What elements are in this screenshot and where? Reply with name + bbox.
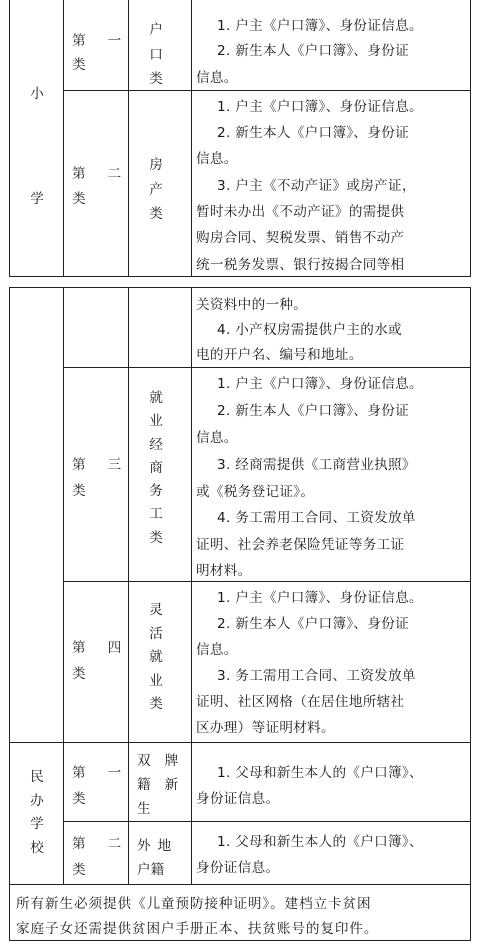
requirement-line: 证明、社会养老保险凭证等务工证 [196, 537, 405, 553]
school-label-private: 民 办 学 校 [30, 769, 44, 856]
requirement-line: 4. 务工需用工合同、工资发放单 [217, 510, 416, 526]
requirement-line: 购房合同、契税发票、销售不动产 [196, 230, 405, 246]
requirement-line: 信息。 [196, 151, 238, 167]
requirement-line: 电的开户名、编号和地址。 [196, 347, 363, 363]
class-name: 第 二 [72, 166, 122, 182]
requirement-line: 身份证信息。 [196, 791, 280, 807]
requirement-line: 2. 新生本人《户口簿》、身份证 [217, 43, 410, 59]
document-type: 灵 活 就 业 类 [149, 602, 163, 712]
requirement-line: 1. 父母和新生本人的《户口簿》、 [217, 834, 423, 850]
requirement-line: 1. 父母和新生本人的《户口簿》、 [217, 765, 423, 781]
class-name: 第 二 [72, 836, 122, 852]
requirement-line: 1. 户主《户口簿》、身份证信息。 [217, 18, 423, 34]
requirement-line: 信息。 [196, 70, 238, 86]
document-type: 房 产 类 [149, 157, 163, 222]
requirement-line: 2. 新生本人《户口簿》、身份证 [217, 403, 410, 419]
document-type: 双 牌 籍 新 生 [137, 753, 179, 817]
requirement-line: 关资料中的一种。 [196, 297, 308, 313]
requirement-line: 2. 新生本人《户口簿》、身份证 [217, 616, 410, 632]
footer-line: 所有新生必须提供《儿童预防接种证明》。建档立卡贫困 [16, 896, 372, 912]
requirement-line: 4. 小产权房需提供户主的水或 [217, 322, 402, 338]
requirement-line: 暂时未办出《不动产证》的需提供 [196, 204, 405, 220]
class-name: 第 一 [72, 33, 122, 49]
footer-line: 家庭子女还需提供贫困户手册正本、扶贫账号的复印件。 [16, 921, 379, 937]
class-name: 第 一 [72, 765, 122, 781]
requirement-line: 1. 户主《户口簿》、身份证信息。 [217, 376, 423, 392]
requirement-line: 身份证信息。 [196, 860, 280, 876]
requirement-line: 3. 户主《不动产证》或房产证， [217, 178, 416, 194]
document-type: 就 业 经 商 务 工 类 [149, 390, 163, 546]
requirement-line: 统一税务发票、银行按揭合同等相 [196, 257, 405, 273]
requirement-line: 1. 户主《户口簿》、身份证信息。 [217, 99, 423, 115]
requirement-line: 2. 新生本人《户口簿》、身份证 [217, 125, 410, 141]
requirement-line: 或《税务登记证》。 [196, 484, 315, 500]
requirement-line: 3. 务工需用工合同、工资发放单 [217, 668, 416, 684]
requirement-line: 1. 户主《户口簿》、身份证信息。 [217, 590, 423, 606]
requirement-line: 信息。 [196, 430, 238, 446]
requirement-line: 信息。 [196, 642, 238, 658]
document-type: 户 口 类 [149, 22, 163, 87]
requirement-line: 证明、社区网格（在居住地所辖社 [196, 694, 405, 710]
requirement-line: 明材料。 [196, 563, 252, 579]
requirement-line: 区办理）等证明材料。 [196, 720, 335, 736]
requirement-line: 3. 经商需提供《工商营业执照》 [217, 457, 416, 473]
class-name: 第 四 [72, 640, 122, 656]
document-type: 外 地 户籍 [137, 838, 172, 878]
school-label-primary: 小 [30, 86, 44, 102]
class-name: 第 三 [72, 457, 122, 473]
